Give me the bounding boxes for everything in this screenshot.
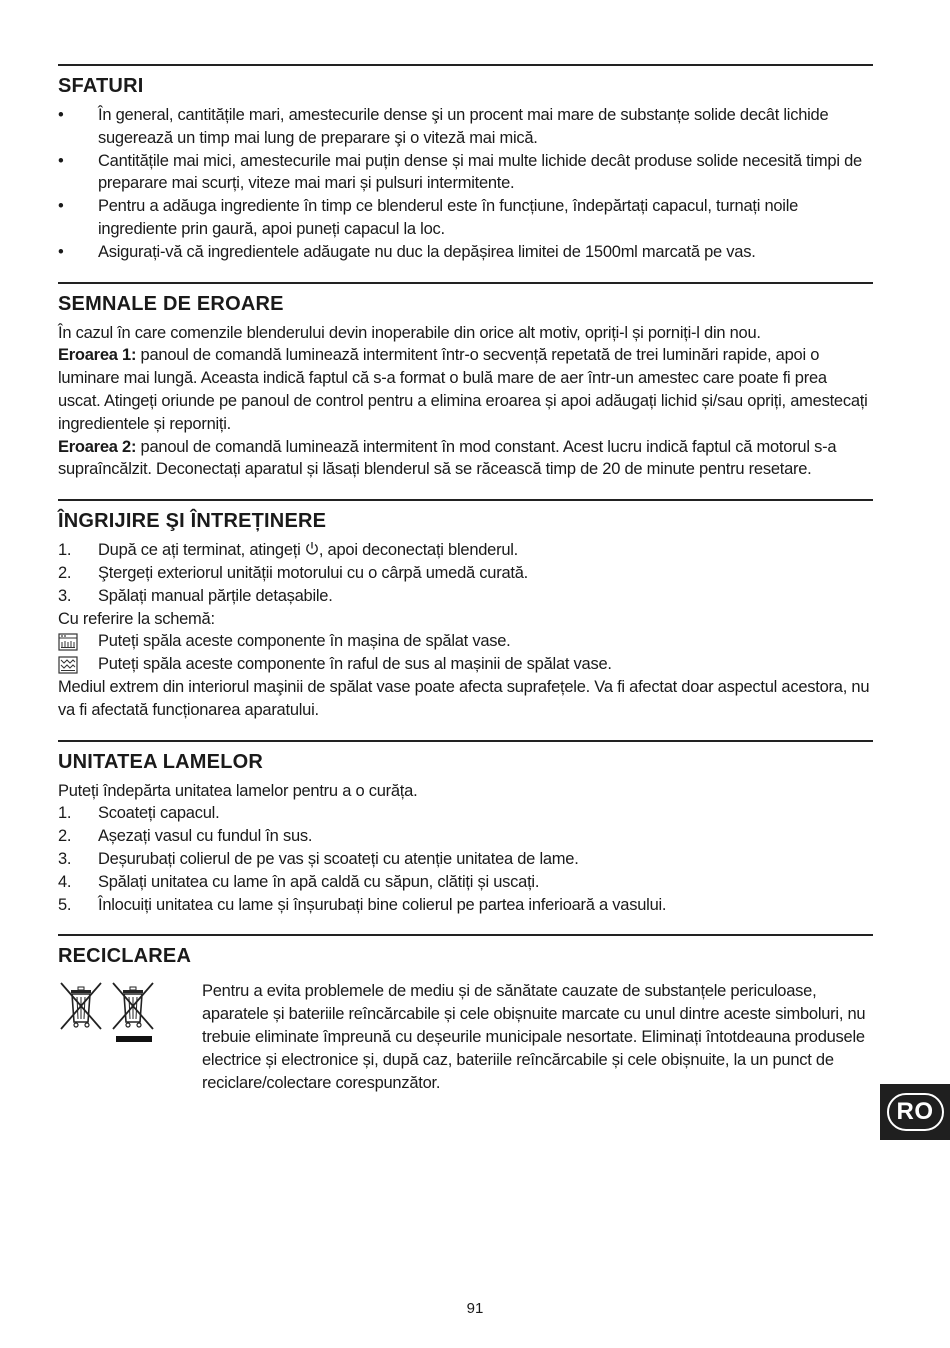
care-steps — [58, 539, 873, 607]
section-title: UNITATEA LAMELOR — [58, 750, 264, 773]
section-title: RECICLAREA — [58, 945, 192, 968]
section-reciclarea — [58, 934, 873, 1094]
dishwasher-icon — [58, 633, 78, 651]
step-number: 1. — [58, 541, 72, 560]
top-rack-text: Puteți spăla aceste componente în raful de sus al mașinii de spălat vase. — [98, 655, 612, 674]
step-text: Ştergeți exteriorul unității motorului cu o cârpă umedă curată. — [98, 563, 528, 582]
step-text: Spălați unitatea cu lame în apă caldă cu săpun, clătiți și uscați. — [98, 872, 540, 891]
section-ingrijire — [58, 499, 873, 721]
error-2 — [58, 436, 873, 482]
list-item — [58, 871, 873, 894]
list-item — [58, 539, 873, 562]
step-number: 4. — [58, 872, 72, 891]
error-1-text: panoul de comandă luminează intermitent într-o secvență repetată de trei luminări rapide, apoi o luminare mai lungă. Aceasta indică faptul că s-a format o bulă mare de aer într-un amestec care poate fi prea uscat. Atingeți oriunde pe panoul de control pentru a elimina eroarea și apoi adăugați lichid și/sau opriți, amestecați ingredientele și reporniți. — [58, 346, 868, 433]
dishwasher-text: Puteți spăla aceste componente în mașina de spălat vase. — [98, 632, 511, 651]
schema-reference: Cu referire la schemă: — [58, 609, 215, 628]
step-number: 5. — [58, 895, 72, 914]
section-sfaturi — [58, 64, 873, 264]
dishwasher-note: Mediul extrem din interiorul maşinii de spălat vase poate afecta suprafețele. Va fi afectat doar aspectul acestora, nu va fi afectată funcționarea aparatului. — [58, 677, 870, 719]
language-badge — [880, 1084, 950, 1140]
list-item: • Pentru a adăuga ingrediente în timp ce blenderul este în funcțiune, îndepărtați capacul, turnați noile ingrediente prin gaură, apoi puneți capacul la loc. — [58, 195, 873, 241]
error-intro: În cazul în care comenzile blenderului devin inoperabile din orice alt motiv, opriți-l și porniți-l din nou. — [58, 323, 761, 342]
step-text: Spălați manual părțile detașabile. — [98, 586, 333, 605]
dishwasher-line — [58, 630, 873, 653]
power-icon — [305, 541, 319, 556]
step-text: Scoateți capacul. — [98, 804, 220, 823]
section-title: SFATURI — [58, 75, 144, 97]
list-item: • Asigurați-vă că ingredientele adăugate nu duc la depășirea limitei de 1500ml marcată pe vas. — [58, 241, 873, 264]
step-text: Înlocuiți unitatea cu lame și înșurubați bine colierul pe partea inferioară a vasului. — [98, 895, 667, 914]
list-item: • În general, cantitățile mari, amestecurile dense şi un procent mai mare de substanțe solide decât lichide sugerează un timp mai lung de preparare şi o viteză mai mică. — [58, 104, 873, 150]
recycle-block — [58, 980, 873, 1094]
list-item — [58, 802, 873, 825]
step-text: Așezați vasul cu fundul în sus. — [98, 827, 313, 846]
recycle-text: Pentru a evita problemele de mediu și de sănătate cauzate de substanțele periculoase, aparatele și bateriile reîncărcabile și cele obișnuite marcate cu unul dintre aceste simboluri, nu trebuie eliminate împreună cu deșeurile municipale nesortate. Eliminați întotdeauna produsele electrice și electronice și, după caz, bateriile reîncărcabile și cele obișnuite, la un punct de reciclare/colectare corespunzător. — [202, 982, 866, 1092]
step-text: Deșurubați colierul de pe vas și scoateți cu atenție unitatea de lame. — [98, 849, 579, 868]
section-title: SEMNALE DE EROARE — [58, 292, 284, 315]
step-number: 2. — [58, 827, 72, 846]
weee-symbols — [58, 980, 202, 1094]
tips-list — [58, 104, 873, 264]
error-2-text: panoul de comandă luminează intermitent în mod constant. Acest lucru indică faptul că motorul s-a supraîncălzit. Deconectați aparatul și lăsați blenderul să se răcească timp de 20 de minute pentru resetare. — [58, 437, 837, 479]
step-number: 3. — [58, 849, 72, 868]
list-item — [58, 848, 873, 871]
language-code: RO — [887, 1093, 944, 1131]
list-item — [58, 562, 873, 585]
crossed-bin-bar-icon — [110, 980, 156, 1044]
blade-intro: Puteți îndepărta unitatea lamelor pentru a o curăța. — [58, 781, 418, 800]
blade-steps — [58, 802, 873, 916]
error-1 — [58, 344, 873, 435]
page-content — [58, 64, 873, 1112]
error-2-label: Eroarea 2: — [58, 437, 137, 456]
section-title: ÎNGRIJIRE ŞI ÎNTREȚINERE — [58, 510, 327, 533]
list-item — [58, 585, 873, 608]
list-item — [58, 825, 873, 848]
page-number: 91 — [466, 1300, 484, 1317]
step-number: 3. — [58, 586, 72, 605]
step-text: După ce ați terminat, atingeți , apoi deconectați blenderul. — [98, 541, 519, 560]
section-semnale — [58, 282, 873, 482]
list-item — [58, 894, 873, 917]
step-number: 2. — [58, 563, 72, 582]
top-rack-line — [58, 653, 873, 676]
error-1-label: Eroarea 1: — [58, 346, 137, 365]
crossed-bin-icon — [58, 980, 104, 1032]
list-item: • Cantitățile mai mici, amestecurile mai puțin dense și mai multe lichide decât produse solide necesită timpi de preparare mai scurți, viteze mai mari și pulsuri intermitente. — [58, 150, 873, 196]
step-number: 1. — [58, 804, 72, 823]
top-rack-icon — [58, 656, 78, 674]
section-lamele — [58, 740, 873, 917]
